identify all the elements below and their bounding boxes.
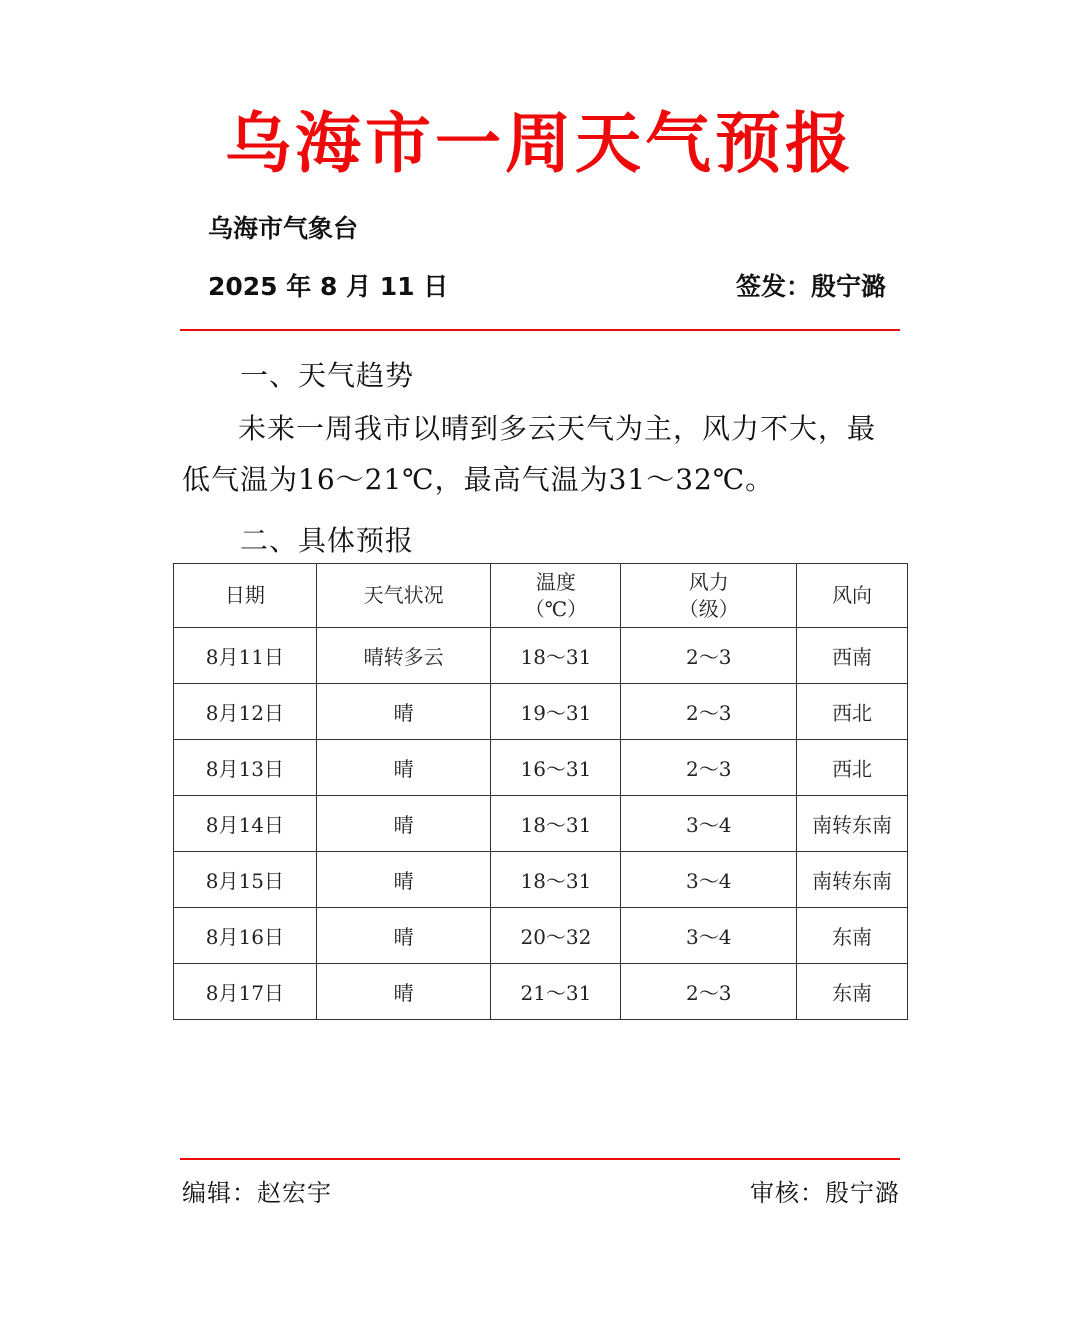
table-row	[174, 796, 908, 852]
cell-date: 8月16日	[174, 908, 317, 964]
cell-wind-force: 2～3	[621, 740, 797, 796]
cell-condition: 晴	[316, 852, 491, 908]
table-row	[174, 628, 908, 684]
section-heading-trend: 一、天气趋势	[240, 359, 415, 392]
section-heading-forecast: 二、具体预报	[240, 524, 415, 557]
header-temperature-unit: （℃）	[524, 596, 588, 621]
cell-date: 8月11日	[174, 628, 317, 684]
cell-date: 8月17日	[174, 964, 317, 1020]
header-temperature-label: 温度	[535, 569, 576, 594]
footer-divider	[180, 1158, 900, 1160]
cell-temperature: 18～31	[491, 796, 621, 852]
cell-wind-direction: 南转东南	[797, 852, 908, 908]
table-row	[174, 740, 908, 796]
page-title: 乌海市一周天气预报	[225, 105, 855, 182]
footer-editor: 编辑：赵宏宇	[182, 1179, 332, 1207]
cell-date: 8月13日	[174, 740, 317, 796]
cell-wind-force: 2～3	[621, 628, 797, 684]
cell-condition: 晴	[316, 964, 491, 1020]
cell-wind-direction: 西北	[797, 684, 908, 740]
cell-temperature: 16～31	[491, 740, 621, 796]
issuer-name: 乌海市气象台	[208, 214, 359, 243]
cell-wind-direction: 西北	[797, 740, 908, 796]
table-row	[174, 852, 908, 908]
signer: 签发：殷宁潞	[735, 272, 886, 301]
cell-wind-force: 3～4	[621, 852, 797, 908]
footer-reviewer: 审核：殷宁潞	[750, 1179, 900, 1207]
header-wind-force	[621, 564, 797, 628]
issue-date: 2025 年 8 月 11 日	[208, 272, 449, 301]
header-date: 日期	[174, 564, 317, 628]
table-header-row	[174, 564, 908, 628]
cell-condition: 晴	[316, 908, 491, 964]
table-row	[174, 908, 908, 964]
cell-condition: 晴	[316, 684, 491, 740]
cell-condition: 晴	[316, 740, 491, 796]
header-temperature	[491, 564, 621, 628]
cell-date: 8月12日	[174, 684, 317, 740]
cell-wind-force: 2～3	[621, 964, 797, 1020]
header-wind-direction: 风向	[797, 564, 908, 628]
cell-temperature: 18～31	[491, 852, 621, 908]
cell-wind-direction: 东南	[797, 964, 908, 1020]
header-divider	[180, 329, 900, 331]
forecast-table	[173, 563, 908, 1020]
cell-wind-force: 3～4	[621, 796, 797, 852]
cell-wind-direction: 南转东南	[797, 796, 908, 852]
header-condition: 天气状况	[316, 564, 491, 628]
cell-temperature: 19～31	[491, 684, 621, 740]
table-row	[174, 684, 908, 740]
cell-wind-force: 3～4	[621, 908, 797, 964]
cell-temperature: 21～31	[491, 964, 621, 1020]
header-wind-unit: （级）	[678, 596, 739, 621]
cell-temperature: 20～32	[491, 908, 621, 964]
cell-date: 8月14日	[174, 796, 317, 852]
cell-wind-force: 2～3	[621, 684, 797, 740]
header-wind-label: 风力	[688, 569, 729, 594]
cell-condition: 晴	[316, 796, 491, 852]
cell-condition: 晴转多云	[316, 628, 491, 684]
trend-paragraph: 未来一周我市以晴到多云天气为主，风力不大，最低气温为16～21℃，最高气温为31～32℃。	[182, 412, 877, 496]
cell-wind-direction: 东南	[797, 908, 908, 964]
cell-date: 8月15日	[174, 852, 317, 908]
cell-temperature: 18～31	[491, 628, 621, 684]
cell-wind-direction: 西南	[797, 628, 908, 684]
table-row	[174, 964, 908, 1020]
